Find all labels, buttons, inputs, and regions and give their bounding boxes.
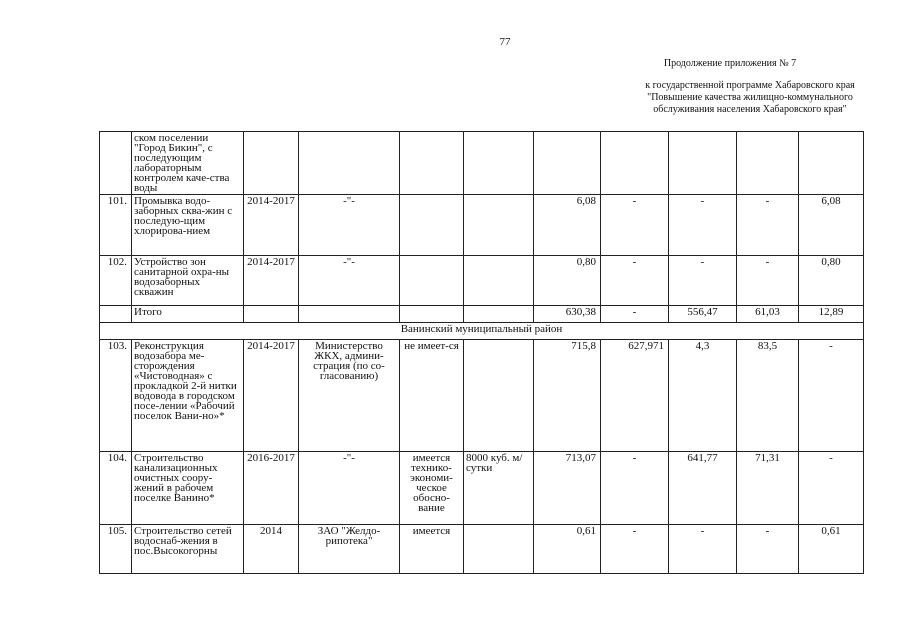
cell-documentation: имеется технико-экономи-ческое обосно-вание (399, 452, 463, 524)
header-line-title2: обслуживания населения Хабаровского края" (653, 104, 847, 115)
cell-num: 104. (107, 452, 127, 464)
measures-table (99, 131, 864, 574)
cell-years: 2014-2017 (243, 340, 298, 451)
cell-total: 6,08 (533, 195, 600, 255)
header-line-title1: "Повышение качества жилищно-коммунального (647, 92, 853, 103)
cell-num (100, 132, 131, 194)
table-row (100, 451, 863, 524)
cell-col9: - (736, 256, 798, 305)
cell-col7: - (600, 525, 668, 573)
cell-num: 102. (107, 256, 127, 268)
cell-total: 713,07 (533, 452, 600, 524)
cell-name: Реконструкция водозабора ме-сторождения «Чистоводная» с прокладкой 2-й нитки водовода в городском посе-лении «Рабочий поселок Вани-но»* (131, 340, 243, 451)
appendix-reference (620, 80, 880, 116)
cell-total: 715,8 (533, 340, 600, 451)
cell-col10: 0,61 (798, 525, 863, 573)
table-row (100, 132, 863, 194)
cell-col8: - (668, 525, 736, 573)
cell-col9 (736, 132, 798, 194)
cell-col7: - (600, 452, 668, 524)
cell-col10: 0,80 (798, 256, 863, 305)
table-row (100, 339, 863, 451)
cell-name: Итого (131, 306, 243, 322)
cell-name: Устройство зон санитарной охра-ны водозаборных скважин (131, 256, 243, 305)
total-row (100, 305, 863, 322)
district-heading: Ванинский муниципальный район (400, 323, 563, 335)
cell-documentation (399, 195, 463, 255)
appendix-continuation: Продолжение приложения № 7 (663, 58, 797, 69)
cell-years: 2016-2017 (243, 452, 298, 524)
table-row (100, 255, 863, 305)
cell-col9: 61,03 (736, 306, 798, 322)
cell-years (243, 306, 298, 322)
cell-total: 0,61 (533, 525, 600, 573)
cell-documentation: имеется (399, 525, 463, 573)
cell-years: 2014-2017 (243, 195, 298, 255)
cell-col9: - (736, 525, 798, 573)
cell-col7: - (600, 306, 668, 322)
cell-capacity (463, 256, 533, 305)
cell-num (100, 306, 131, 322)
cell-col8: 4,3 (668, 340, 736, 451)
cell-executor: Министерство ЖКХ, админи-страция (по со-гласованию) (298, 340, 399, 451)
cell-col9: 71,31 (736, 452, 798, 524)
cell-col8: 556,47 (668, 306, 736, 322)
cell-col10: - (798, 452, 863, 524)
cell-col9: 83,5 (736, 340, 798, 451)
cell-col7: - (600, 195, 668, 255)
cell-years: 2014-2017 (243, 256, 298, 305)
cell-documentation (399, 306, 463, 322)
cell-executor (298, 306, 399, 322)
page-number: 77 (499, 36, 511, 48)
cell-col10: 12,89 (798, 306, 863, 322)
cell-total: 0,80 (533, 256, 600, 305)
cell-col7 (600, 132, 668, 194)
cell-total: 630,38 (533, 306, 600, 322)
cell-capacity (463, 340, 533, 451)
cell-capacity (463, 525, 533, 573)
cell-num: 103. (107, 340, 127, 352)
cell-col8: 641,77 (668, 452, 736, 524)
cell-capacity (463, 306, 533, 322)
cell-name: ском поселении "Город Бикин", с последующим лабораторным контролем каче-ства воды (131, 132, 243, 194)
cell-col7: - (600, 256, 668, 305)
cell-documentation: не имеет-ся (399, 340, 463, 451)
header-line-program: к государственной программе Хабаровского края (645, 80, 855, 91)
cell-years: 2014 (243, 525, 298, 573)
cell-name: Строительство сетей водоснаб-жения в пос.Высокогорны (131, 525, 243, 573)
table-row (100, 524, 863, 573)
cell-total (533, 132, 600, 194)
district-row (100, 322, 863, 339)
cell-col8 (668, 132, 736, 194)
cell-executor: -"- (298, 195, 399, 255)
cell-executor: ЗАО "Желдо-рипотека" (298, 525, 399, 573)
cell-num: 105. (107, 525, 127, 537)
cell-documentation (399, 132, 463, 194)
cell-col10: 6,08 (798, 195, 863, 255)
cell-col10: - (798, 340, 863, 451)
cell-col10 (798, 132, 863, 194)
cell-col7: 627,971 (600, 340, 668, 451)
cell-executor: -"- (298, 256, 399, 305)
cell-documentation (399, 256, 463, 305)
cell-capacity (463, 195, 533, 255)
cell-col8: - (668, 256, 736, 305)
table-row (100, 194, 863, 255)
cell-executor (298, 132, 399, 194)
cell-name: Промывка водо-заборных сква-жин с последую-щим хлорирова-нием (131, 195, 243, 255)
cell-years (243, 132, 298, 194)
cell-col9: - (736, 195, 798, 255)
cell-col8: - (668, 195, 736, 255)
cell-executor: -"- (298, 452, 399, 524)
cell-capacity: 8000 куб. м/сутки (463, 452, 533, 524)
cell-capacity (463, 132, 533, 194)
cell-num: 101. (107, 195, 127, 207)
cell-name: Строительство канализационных очистных соору-жений в рабочем поселке Ванино* (131, 452, 243, 524)
